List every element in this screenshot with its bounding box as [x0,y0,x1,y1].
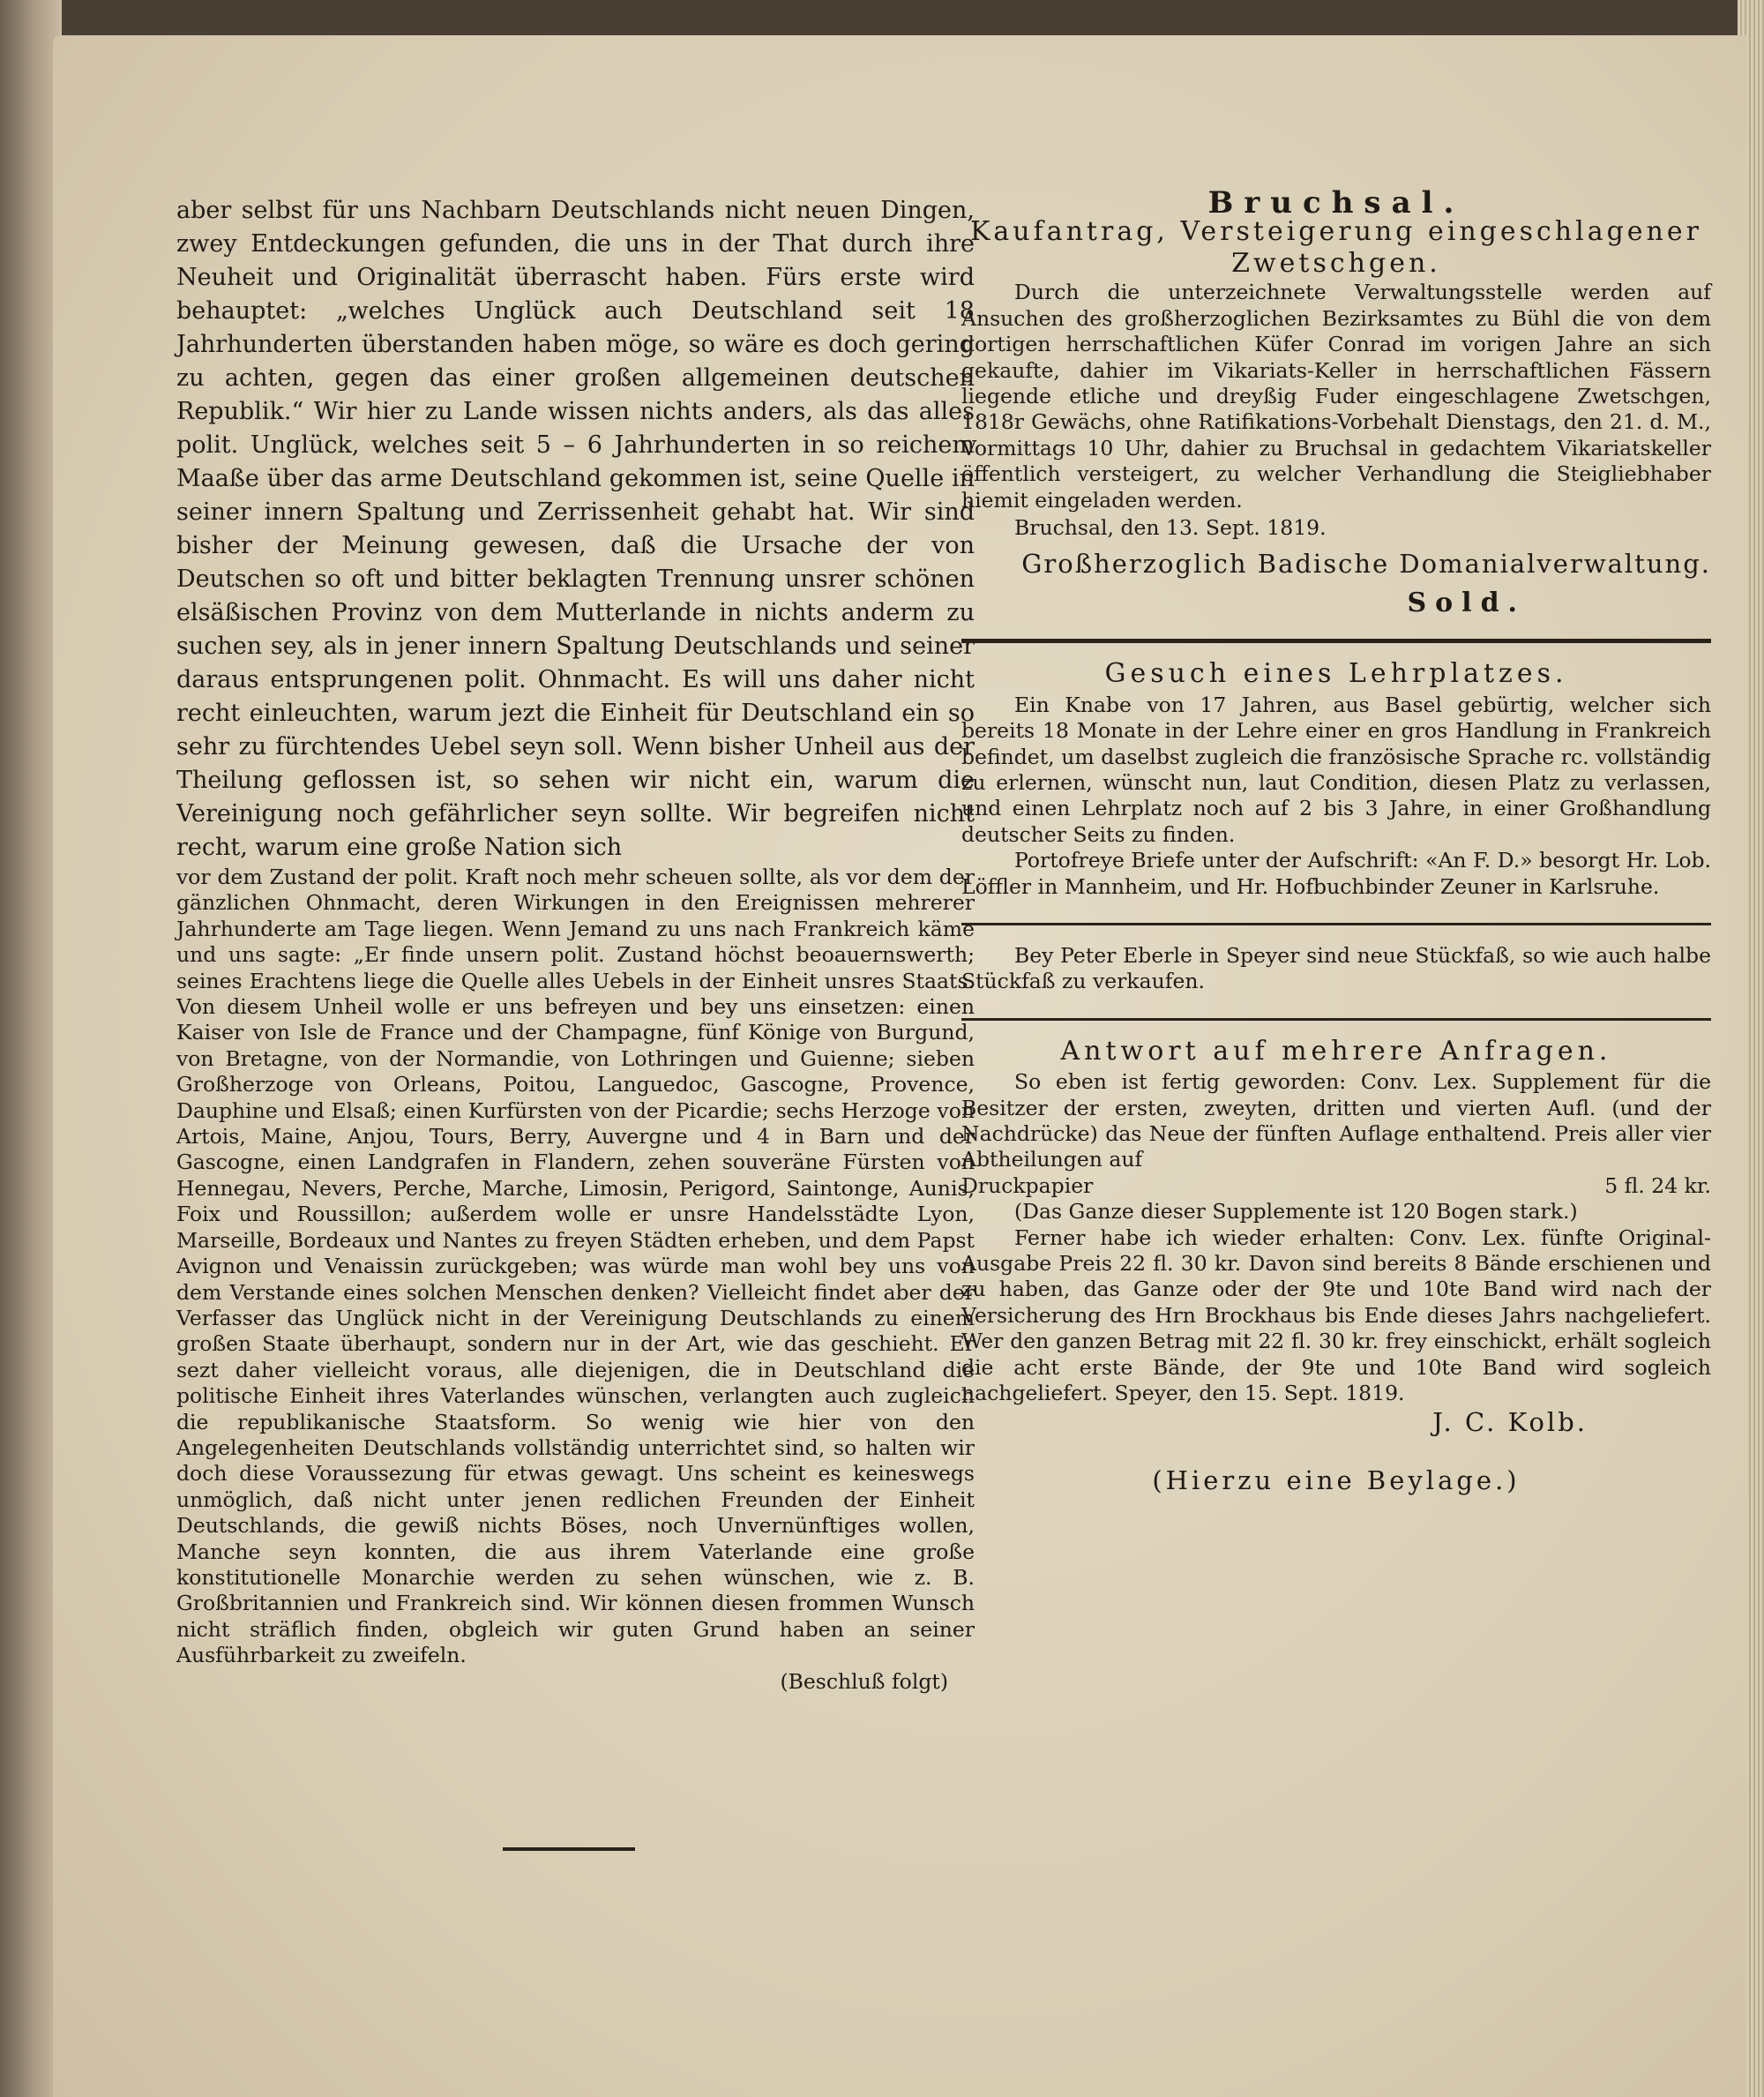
right-column [961,185,1711,1495]
newspaper-page [53,35,1746,2097]
eberle-notice [961,943,1711,995]
bruchsal-signature: Sold. [1407,587,1526,618]
antwort-title: Antwort auf mehrere Anfragen. [1060,1035,1612,1067]
left-column [176,194,975,1695]
bruchsal-heading: Bruchsal. [1207,185,1465,221]
supplement-note: (Hierzu eine Beylage.) [1152,1464,1521,1495]
bruchsal-notice [961,185,1711,618]
lehrplatz-notice [961,658,1711,900]
bruchsal-title: Kaufantrag, Versteigerung eingeschlagener Zwetschgen. [970,216,1702,280]
antwort-note: (Das Ganze dieser Supplemente ist 120 Bogen stark.) [1014,1199,1578,1224]
price-value: 5 fl. 24 kr. [1604,1172,1711,1198]
end-rule [503,1847,635,1851]
antwort-signature: J. C. Kolb. [1432,1407,1588,1438]
antwort-notice [961,1035,1711,1438]
price-line [961,1173,1711,1199]
lehrplatz-title: Gesuch eines Lehrplatzes. [1104,658,1568,690]
section-divider [961,639,1711,643]
bruchsal-authority: Großherzoglich Badische Domanialverwaltung. [1021,549,1711,580]
antwort-body-2: Ferner habe ich wieder erhalten: Conv. Lex. fünfte Original-Ausgabe Preis 22 fl. 30 kr. Davon sind bereits 8 Bände erschienen und zu haben, das Ganze oder der 9te und 10te Band wird nach der Versicherung des Hrn Brockhaus bis Ende dieses Jahrs nachgeliefert. Wer den ganzen Betrag mit 22 fl. 30 kr. frey einschickt, erhält sogleich die acht erste Bände, der 9te und 10te Band wird sogleich nachgeliefert. Speyer, den 15. Sept. 1819. [961,1224,1711,1406]
lehrplatz-body: Ein Knabe von 17 Jahren, aus Basel gebürtig, welcher sich bereits 18 Monate in der Lehre einer en gros Handlung in Frankreich befindet, um daselbst zugleich die französische Sprache rc. vollständig zu erlernen, wünscht nun, laut Condition, diesen Platz zu verlassen, und einen Lehrplatz noch auf 2 bis 3 Jahre, in einer Großhandlung deutscher Seits zu finden. [961,692,1711,847]
lehrplatz-address: Portofreye Briefe unter der Aufschrift: «An F. D.» besorgt Hr. Lob. Löffler in Mannheim, und Hr. Hofbuchbinder Zeuner in Karlsruhe. [961,848,1711,899]
price-item: Druckpapier [961,1172,1094,1198]
bruchsal-date: Bruchsal, den 13. Sept. 1819. [1014,515,1327,541]
antwort-body-1: So eben ist fertig geworden: Conv. Lex. Supplement für die Besitzer der ersten, zweyten, dritten und vierten Aufl. (und der Nachdrücke) das Neue der fünften Auflage enthaltend. Preis aller vier Abtheilungen auf [961,1069,1711,1172]
eberle-body: Bey Peter Eberle in Speyer sind neue Stückfaß, so wie auch halbe Stückfaß zu verkaufen. [961,942,1711,994]
continued-note: (Beschluß folgt) [780,1668,948,1694]
section-divider [961,923,1711,925]
bruchsal-body: Durch die unterzeichnete Verwaltungsstelle werden auf Ansuchen des großherzoglichen Bezirksamtes zu Bühl die von dem dortigen herrschaftlichen Küfer Conrad im vorigen Jahre an sich gekaufte, dahier im Vikariats-Keller in herrschaftlichen Fässern liegende etliche und dreyßig Fuder eingeschlagene Zwetschgen, 1818r Gewächs, ohne Ratifikations-Vorbehalt Dienstags, den 21. d. M., Vormittags 10 Uhr, dahier zu Bruchsal in gedachtem Vikariatskeller öffentlich versteigert, zu welcher Verhandlung die Steigliebhaber hiemit eingeladen werden. [961,280,1711,513]
article-paragraph-small: vor dem Zustand der polit. Kraft noch mehr scheuen sollte, als vor dem der gänzlichen Ohnmacht, deren Wirkungen in den Ereignissen mehrerer Jahrhunderte am Tage liegen. Wenn Jemand zu uns nach Frankreich käme und uns sagte: „Er finde unsern polit. Zustand höchst beoauernswerth; seines Erachtens liege die Quelle alles Uebels in der Einheit unsres Staats. Von diesem Unheil wolle er uns befreyen und bey uns einsetzen: einen Kaiser von Isle de France und der Champagne, fünf Könige von Burgund, von Bretagne, von der Normandie, von Lothringen und Guienne; sieben Großherzoge von Orleans, Poitou, Languedoc, Gascogne, Provence, Dauphine und Elsaß; einen Kurfürsten von der Picardie; sechs Herzoge von Artois, Maine, Anjou, Tours, Berry, Auvergne und 4 in Barn und der Gascogne, einen Landgrafen in Flandern, zehen souveräne Fürsten von Hennegau, Nevers, Perche, Marche, Limosin, Perigord, Saintonge, Aunis, Foix und Roussillon; außerdem wolle er unsre Handelsstädte Lyon, Marseille, Bordeaux und Nantes zu freyen Städten erheben, und dem Papst Avignon und Venaissin zurückgeben; was würde man wohl bey uns von dem Verstande eines solchen Menschen denken? Vielleicht findet aber der Verfasser das Unglück nicht in der Vereinigung Deutschlands zu einem großen Staate überhaupt, sondern nur in der Art, wie das geschieht. Er sezt daher vielleicht voraus, alle diejenigen, die in Deutschland die politische Einheit ihres Vaterlandes wünschen, verlangten auch zugleich die republikanische Staatsform. So wenig wie hier von den Angelegenheiten Deutschlands vollständig unterrichtet sind, so halten wir doch diese Voraussezung für etwas gewagt. Uns scheint es keineswegs unmöglich, daß nicht unter jenen redlichen Freunden der Einheit Deutschlands, die gewiß nichts Böses, noch Unvernünftiges wollen, Manche seyn konnten, die aus ihrem Vaterlande eine große konstitutionelle Monarchie werden zu sehen wünschen, wie z. B. Großbritannien und Frankreich sind. Wir können diesen frommen Wunsch nicht sträflich finden, obgleich wir guten Grund haben an seiner Ausführbarkeit zu zweifeln. [176,865,975,1668]
article-paragraph-main: aber selbst für uns Nachbarn Deutschlands nicht neuen Dingen, zwey Entdeckungen gefunden, die uns in der That durch ihre Neuheit und Originalität überrascht haben. Fürs erste wird behauptet: „welches Unglück auch Deutschland seit 18 Jahrhunderten überstanden haben möge, so wäre es doch gering zu achten, gegen das einer großen allgemeinen deutschen Republik.“ Wir hier zu Lande wissen nichts anders, als das alles polit. Unglück, welches seit 5 – 6 Jahrhunderten in so reichem Maaße über das arme Deutschland gekommen ist, seine Quelle in seiner innern Spaltung und Zerrissenheit gehabt hat. Wir sind bisher der Meinung gewesen, daß die Ursache der von Deutschen so oft und bitter beklagten Trennung unsrer schönen elsäßischen Provinz von dem Mutterlande in nichts anderm zu suchen sey, als in jener innern Spaltung Deutschlands und seiner daraus entsprungenen polit. Ohnmacht. Es will uns daher nicht recht einleuchten, warum jezt die Einheit für Deutschland ein so sehr zu fürchtendes Uebel seyn soll. Wenn bisher Unheil aus der Theilung geflossen ist, so sehen wir nicht ein, warum die Vereinigung noch gefährlicher seyn sollte. Wir begreifen nicht recht, warum eine große Nation sich [176,197,975,861]
section-divider [961,1018,1711,1021]
